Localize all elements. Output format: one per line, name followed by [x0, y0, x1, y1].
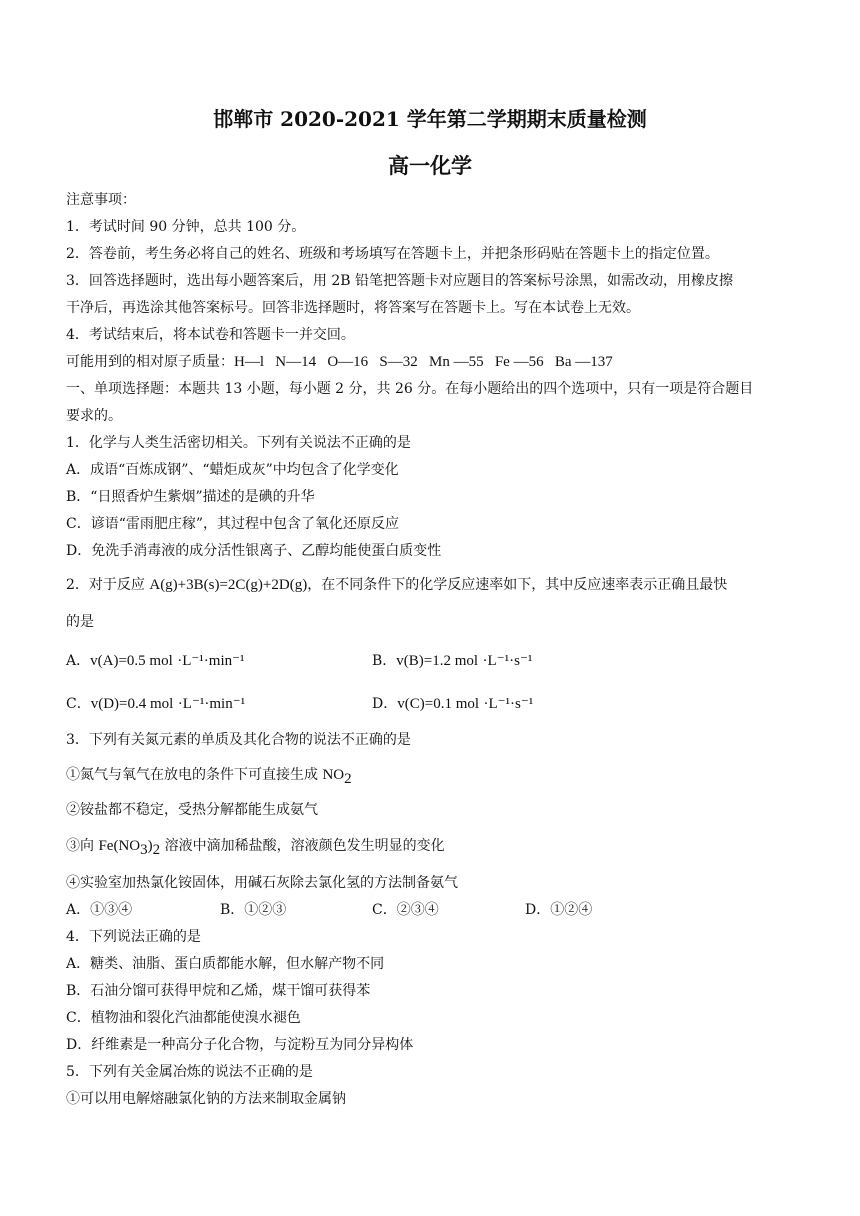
- q2-option-a: A．v(A)=0.5 mol ·L⁻¹·min⁻¹: [66, 653, 245, 669]
- q2-option-c-unit: ·L⁻¹·min⁻¹: [177, 696, 246, 712]
- q3-option-d: D．①②④: [525, 902, 593, 918]
- q3-no2-formula: NO: [322, 767, 345, 783]
- exam-subject: 高一化学: [388, 153, 472, 178]
- q3-statement-4: ④实验室加热氯化铵固体，用碱石灰除去氯化氢的方法制备氨气: [66, 875, 458, 891]
- q4-option-c: C．植物油和裂化汽油都能使溴水褪色: [66, 1010, 301, 1026]
- q2-option-c-value: v(D)=0.4 mol: [90, 696, 174, 712]
- q2-option-b: B．v(B)=1.2 mol ·L⁻¹·s⁻¹: [372, 653, 533, 669]
- q2-option-d: D．v(C)=0.1 mol ·L⁻¹·s⁻¹: [372, 696, 534, 712]
- q4-option-d: D．纤维素是一种高分子化合物，与淀粉互为同分异构体: [66, 1037, 414, 1053]
- atomic-mass-values: H—l N—14 O—16 S—32 Mn —55 Fe —56 Ba —137: [234, 354, 613, 370]
- q2-stem-suffix: ，在不同条件下的化学反应速率如下，其中反应速率表示正确且最快: [307, 577, 728, 593]
- q3-option-a: A．①③④: [66, 902, 133, 918]
- q3-statement-1: ①氮气与氧气在放电的条件下可直接生成 $NO_2$: [66, 767, 352, 787]
- notice-item-2: 2．答卷前，考生务必将自己的姓名、班级和考场填写在答题卡上，并把条形码贴在答题卡上的指定位置。: [66, 246, 719, 262]
- q2-option-a-unit: ·L⁻¹·min⁻¹: [177, 653, 245, 669]
- q2-option-a-value: v(A)=0.5 mol: [90, 653, 173, 669]
- q3-option-c: C．②③④: [372, 902, 439, 918]
- q5-statement-1: ①可以用电解熔融氯化钠的方法来制取金属钠: [66, 1091, 346, 1107]
- q1-option-a: A．成语“百炼成钢”、“蜡炬成灰”中均包含了化学变化: [66, 462, 399, 478]
- q5-stem: 5．下列有关金属冶炼的说法不正确的是: [66, 1064, 313, 1080]
- q2-reaction: A(g)+3B(s)=2C(g)+2D(g): [149, 577, 308, 593]
- q2-stem: [66, 575, 796, 595]
- q2-option-b-unit: ·L⁻¹·s⁻¹: [482, 653, 533, 669]
- q3-fe-formula: Fe(NO: [98, 838, 141, 854]
- notice-item-3: 3．回答选择题时，选出每小题答案后，用 2B 铅笔把答题卡对应题目的答案标号涂黑，如需改动，用橡皮擦: [66, 273, 734, 289]
- notice-heading: 注意事项：: [66, 192, 136, 208]
- q1-option-d: D．免洗手消毒液的成分活性银离子、乙醇均能使蛋白质变性: [66, 543, 442, 559]
- notice-item-3-cont: 干净后，再选涂其他答案标号。回答非选择题时，将答案写在答题卡上。写在本试卷上无效。: [66, 300, 640, 316]
- atomic-mass-label: 可能用到的相对原子质量：: [66, 354, 234, 370]
- q4-option-b: B．石油分馏可获得甲烷和乙烯，煤干馏可获得苯: [66, 983, 371, 999]
- q2-option-b-value: v(B)=1.2 mol: [396, 653, 479, 669]
- q2-option-d-unit: ·L⁻¹·s⁻¹: [483, 696, 534, 712]
- atomic-mass-line: [66, 352, 796, 372]
- q2-option-c: C．v(D)=0.4 mol ·L⁻¹·min⁻¹: [66, 696, 246, 712]
- q2-stem-cont: 的是: [66, 614, 94, 630]
- q3-statement-3: ③向 $Fe(NO_3)_2$ 溶液中滴加稀盐酸，溶液颜色发生明显的变化: [66, 838, 445, 858]
- exam-title: 邯郸市 2020-2021 学年第二学期期末质量检测: [213, 107, 647, 131]
- q1-stem: 1．化学与人类生活密切相关。下列有关说法不正确的是: [66, 435, 411, 451]
- section-heading-cont: 要求的。: [66, 408, 122, 424]
- q3-option-b: B．①②③: [220, 902, 287, 918]
- section-heading: 一、单项选择题：本题共 13 小题，每小题 2 分，共 26 分。在每小题给出的四个选项中，只有一项是符合题目: [66, 381, 754, 397]
- q4-option-a: A．糖类、油脂、蛋白质都能水解，但水解产物不同: [66, 956, 385, 972]
- q2-stem-prefix: 2．对于反应: [66, 577, 150, 593]
- q1-option-c: C．谚语“雷雨肥庄稼”，其过程中包含了氧化还原反应: [66, 516, 400, 532]
- q3-statement-2: ②铵盐都不稳定，受热分解都能生成氨气: [66, 802, 318, 818]
- notice-item-4: 4．考试结束后，将本试卷和答题卡一并交回。: [66, 327, 355, 343]
- q3-stem: 3．下列有关氮元素的单质及其化合物的说法不正确的是: [66, 732, 411, 748]
- q2-option-d-value: v(C)=0.1 mol: [397, 696, 480, 712]
- q4-stem: 4．下列说法正确的是: [66, 929, 201, 945]
- notice-item-1: 1．考试时间 90 分钟，总共 100 分。: [66, 219, 306, 235]
- q1-option-b: B．“日照香炉生紫烟”描述的是碘的升华: [66, 489, 315, 505]
